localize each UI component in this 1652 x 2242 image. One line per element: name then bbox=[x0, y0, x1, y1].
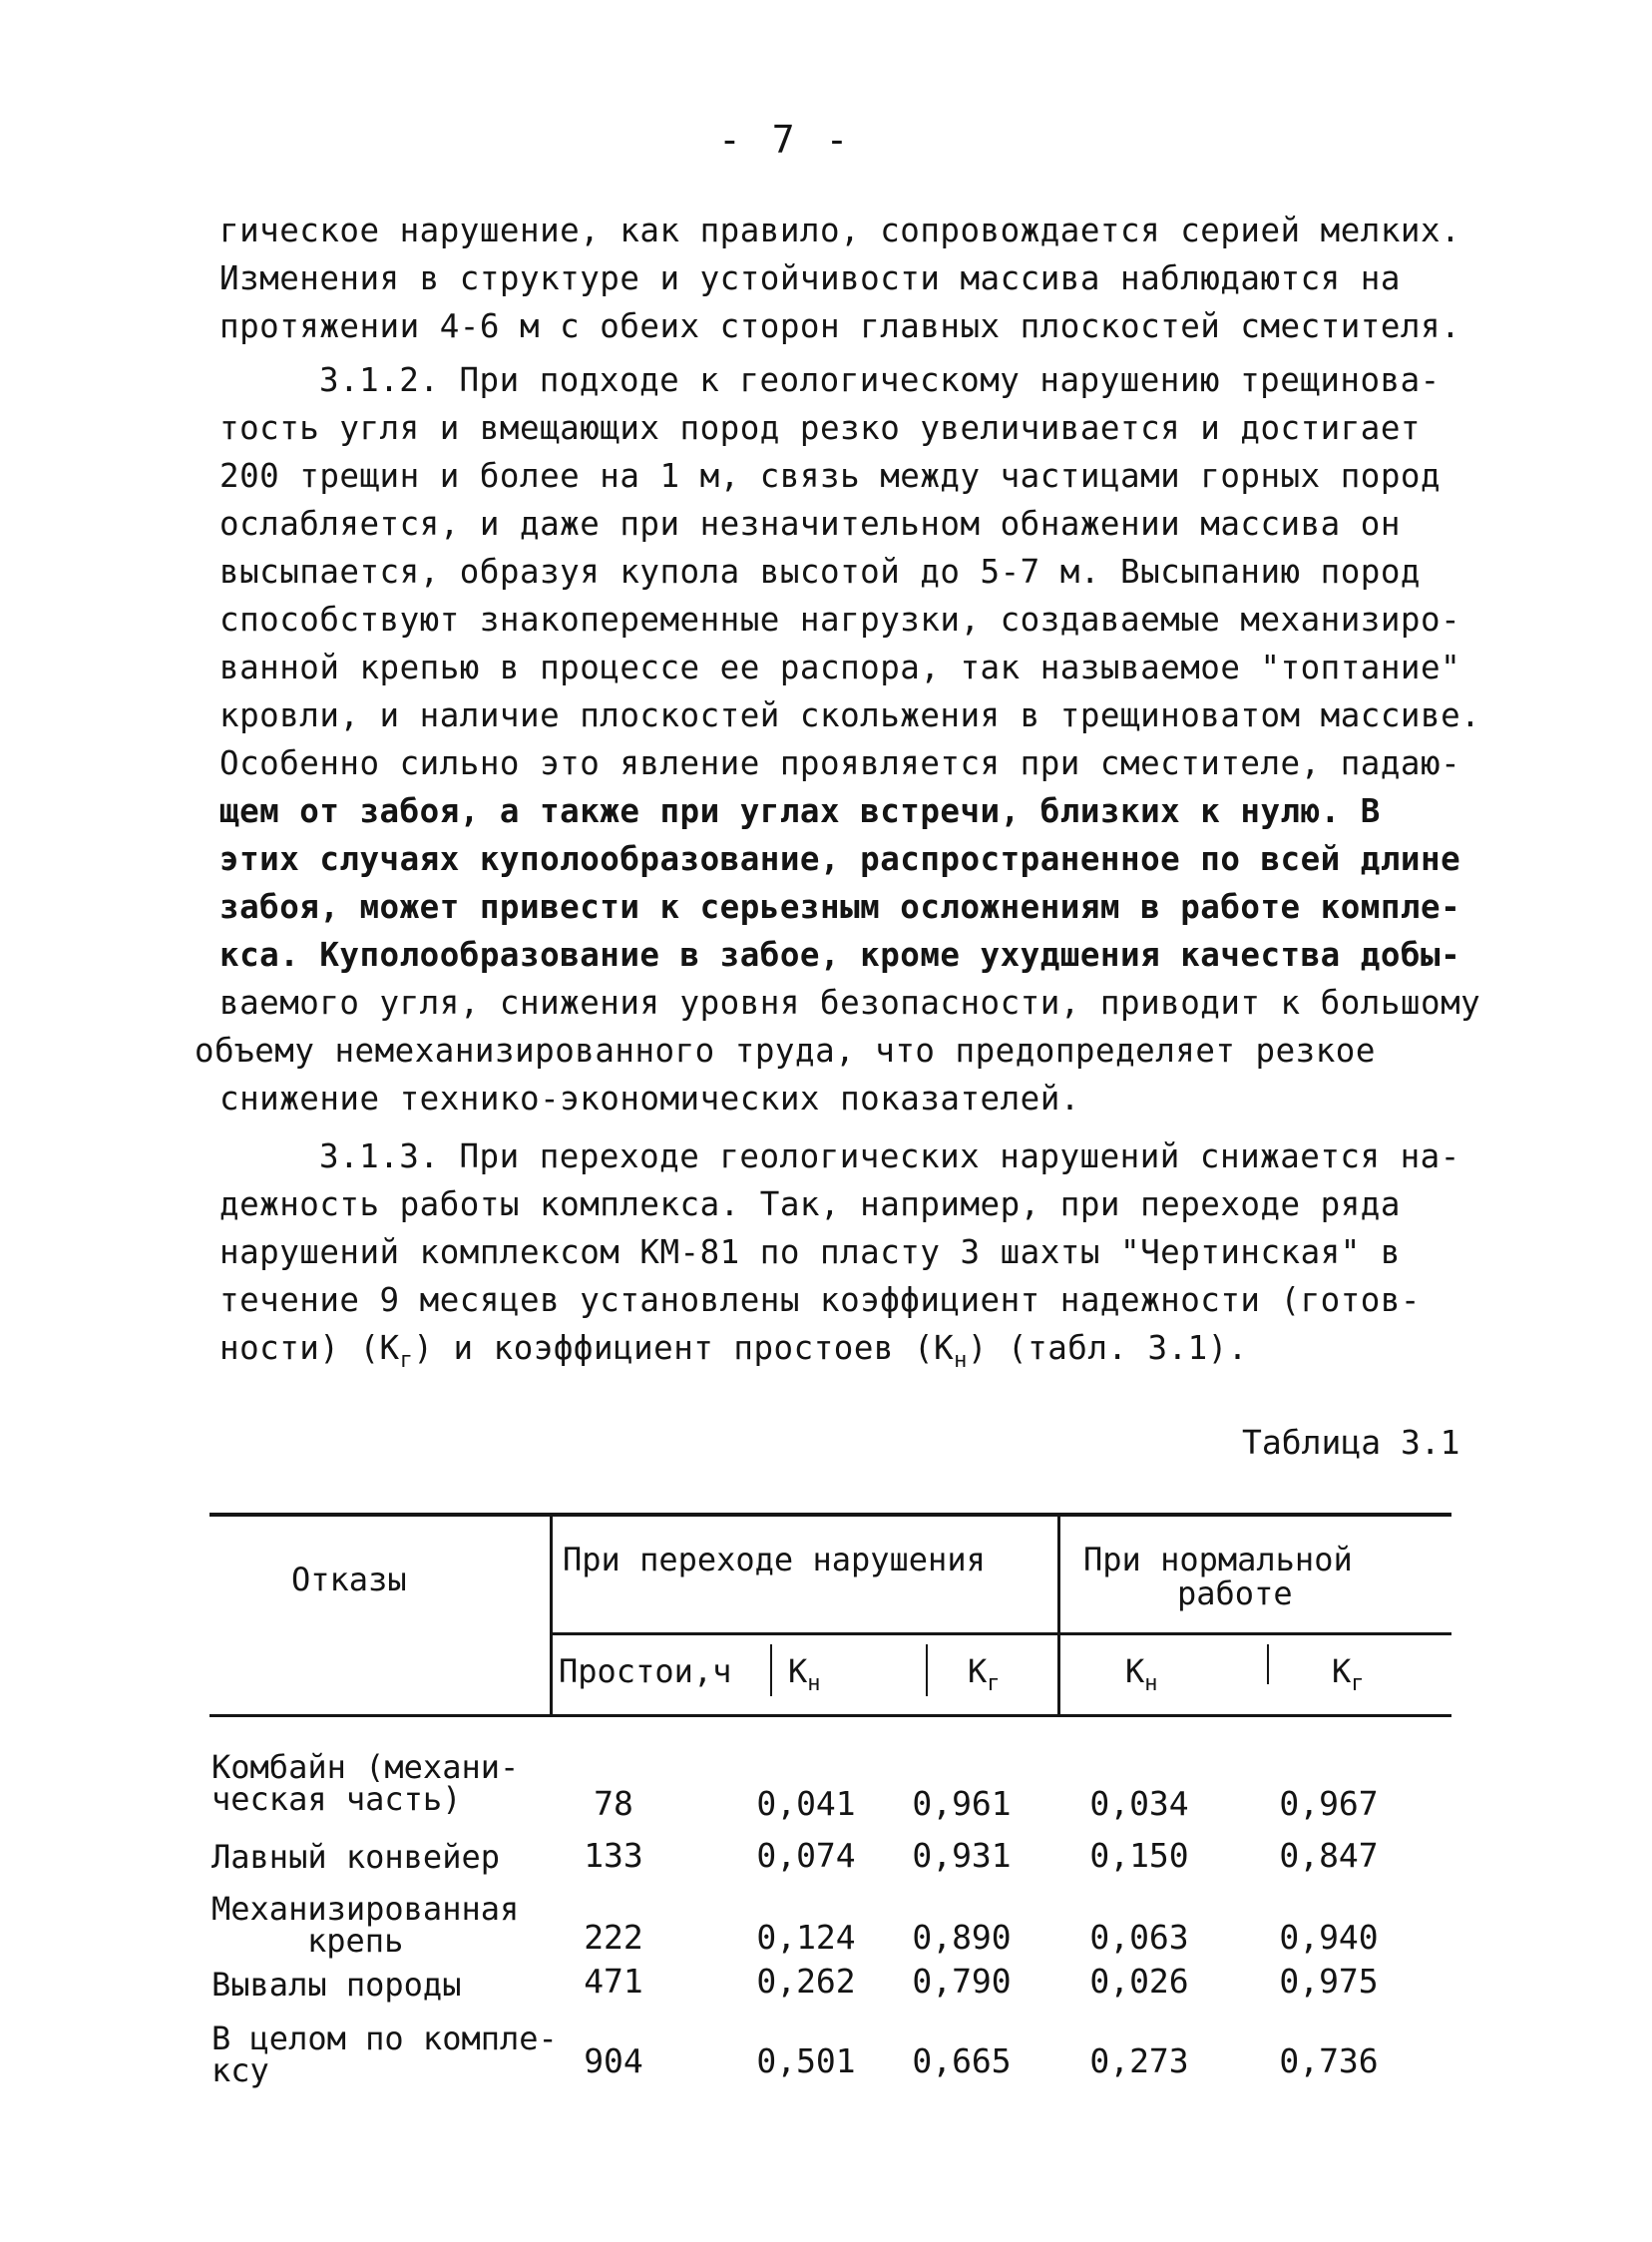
header-downtime: Простои,ч bbox=[559, 1652, 732, 1690]
text-line: объему немеханизированного труда, что предопределяет резкое bbox=[195, 1032, 1376, 1070]
text-line: гическое нарушение, как правило, сопровождается серией мелких. bbox=[219, 212, 1461, 249]
text-line: 3.1.2. При подходе к геологическому нарушению трещинова- bbox=[319, 361, 1441, 399]
table-caption: Таблица 3.1 bbox=[1242, 1423, 1460, 1462]
header-divider-thin bbox=[926, 1644, 928, 1696]
cell-kg-transition: 0,890 bbox=[912, 1918, 1012, 1957]
row-name: Комбайн (механи- bbox=[211, 1748, 520, 1786]
cell-kn-normal: 0,026 bbox=[1089, 1962, 1189, 2001]
cell-kn-transition: 0,124 bbox=[756, 1918, 856, 1957]
text-line: этих случаях куполообразование, распространенное по всей длине bbox=[219, 840, 1461, 878]
cell-downtime: 78 bbox=[594, 1784, 633, 1823]
cell-kg-transition: 0,931 bbox=[912, 1836, 1012, 1875]
cell-kn-transition: 0,041 bbox=[756, 1784, 856, 1823]
cell-downtime: 904 bbox=[584, 2041, 643, 2080]
row-name: ксу bbox=[211, 2051, 269, 2089]
header-divider-thin bbox=[1267, 1644, 1269, 1684]
cell-kg-normal: 0,736 bbox=[1279, 2041, 1379, 2080]
text-line: дежность работы комплекса. Так, например, при переходе ряда bbox=[219, 1185, 1401, 1223]
cell-downtime: 471 bbox=[584, 1962, 643, 2001]
subscript: г bbox=[399, 1348, 414, 1373]
header-failures: Отказы bbox=[291, 1561, 407, 1598]
header-kn-transition: $К_н$ bbox=[788, 1652, 821, 1696]
cell-downtime: 222 bbox=[584, 1918, 643, 1957]
text-line-with-subscripts bbox=[219, 1329, 1248, 1373]
row-name: Механизированная bbox=[211, 1890, 520, 1928]
cell-downtime: 133 bbox=[584, 1836, 643, 1875]
cell-kn-transition: 0,262 bbox=[756, 1962, 856, 2001]
text-line: Особенно сильно это явление проявляется при сместителе, падаю- bbox=[219, 744, 1461, 782]
text-line: протяжении 4-6 м с обеих сторон главных плоскостей сместителя. bbox=[219, 307, 1461, 345]
text-line: кса. Куполообразование в забое, кроме ухудшения качества добы- bbox=[219, 936, 1461, 974]
header-normal-line1: При нормальной bbox=[1083, 1541, 1353, 1578]
text-line: течение 9 месяцев установлены коэффициент надежности (готов- bbox=[219, 1281, 1421, 1319]
text-line: способствуют знакопеременные нагрузки, создаваемые механизиро- bbox=[219, 601, 1461, 639]
subscript: н bbox=[954, 1348, 968, 1373]
header-normal-line2: работе bbox=[1177, 1574, 1293, 1612]
text-line: ваемого угля, снижения уровня безопасности, приводит к большому bbox=[219, 984, 1481, 1022]
table-top-rule bbox=[209, 1513, 1451, 1517]
text-line: забоя, может привести к серьезным осложнениям в работе комплe- bbox=[219, 888, 1461, 926]
cell-kn-transition: 0,074 bbox=[756, 1836, 856, 1875]
header-divider-thin bbox=[770, 1644, 772, 1696]
text-line: кровли, и наличие плоскостей скольжения в трещиноватом массиве. bbox=[219, 696, 1481, 734]
cell-kg-normal: 0,940 bbox=[1279, 1918, 1379, 1957]
text-line: щем от забоя, а также при углах встречи, близких к нулю. В bbox=[219, 792, 1381, 830]
cell-kn-normal: 0,150 bbox=[1089, 1836, 1189, 1875]
text-line: тость угля и вмещающих пород резко увеличивается и достигает bbox=[219, 409, 1421, 447]
page-number: - 7 - bbox=[718, 118, 853, 162]
text-line: 200 трещин и более на 1 м, связь между частицами горных пород bbox=[219, 457, 1442, 495]
row-name: В целом по комплe- bbox=[211, 2019, 558, 2057]
header-kg-transition: $К_г$ bbox=[968, 1652, 1001, 1696]
text-line: ванной крепью в процессе ее распора, так называемое "топтание" bbox=[219, 649, 1461, 686]
cell-kn-normal: 0,273 bbox=[1089, 2041, 1189, 2080]
text-fragment: ности) (К bbox=[219, 1329, 400, 1367]
row-name: ческая часть) bbox=[211, 1780, 462, 1818]
header-kg-normal: $К_г$ bbox=[1332, 1652, 1365, 1696]
header-bottom-rule bbox=[209, 1714, 1451, 1717]
cell-kg-normal: 0,975 bbox=[1279, 1962, 1379, 2001]
text-line: нарушений комплексом КМ-81 по пласту 3 шахты "Чертинская" в bbox=[219, 1233, 1401, 1271]
cell-kg-transition: 0,790 bbox=[912, 1962, 1012, 2001]
cell-kg-normal: 0,847 bbox=[1279, 1836, 1379, 1875]
cell-kg-normal: 0,967 bbox=[1279, 1784, 1379, 1823]
text-line: 3.1.3. При переходе геологических нарушений снижается на- bbox=[319, 1137, 1460, 1175]
row-name: Лавный конвейер bbox=[211, 1838, 500, 1876]
row-name: Вывалы породы bbox=[211, 1966, 462, 2004]
text-line: снижение технико-экономических показателей. bbox=[219, 1080, 1080, 1118]
cell-kn-normal: 0,063 bbox=[1089, 1918, 1189, 1957]
row-name: крепь bbox=[307, 1922, 404, 1960]
cell-kg-transition: 0,665 bbox=[912, 2041, 1012, 2080]
header-transition: При переходе нарушения bbox=[563, 1541, 986, 1578]
text-line: ослабляется, и даже при незначительном обнажении массива он bbox=[219, 505, 1401, 543]
text-line: Изменения в структуре и устойчивости массива наблюдаются на bbox=[219, 259, 1401, 297]
text-fragment: ) и коэффициент простоев (К bbox=[413, 1329, 955, 1367]
header-divider-left bbox=[550, 1513, 553, 1716]
cell-kn-normal: 0,034 bbox=[1089, 1784, 1189, 1823]
cell-kn-transition: 0,501 bbox=[756, 2041, 856, 2080]
header-kn-normal: $К_н$ bbox=[1125, 1652, 1158, 1696]
text-line: высыпается, образуя купола высотой до 5-7 м. Высыпанию пород bbox=[219, 553, 1421, 591]
text-fragment: ) (табл. 3.1). bbox=[967, 1329, 1248, 1367]
cell-kg-transition: 0,961 bbox=[912, 1784, 1012, 1823]
header-divider-group bbox=[1057, 1513, 1060, 1716]
header-mid-rule bbox=[551, 1632, 1451, 1635]
